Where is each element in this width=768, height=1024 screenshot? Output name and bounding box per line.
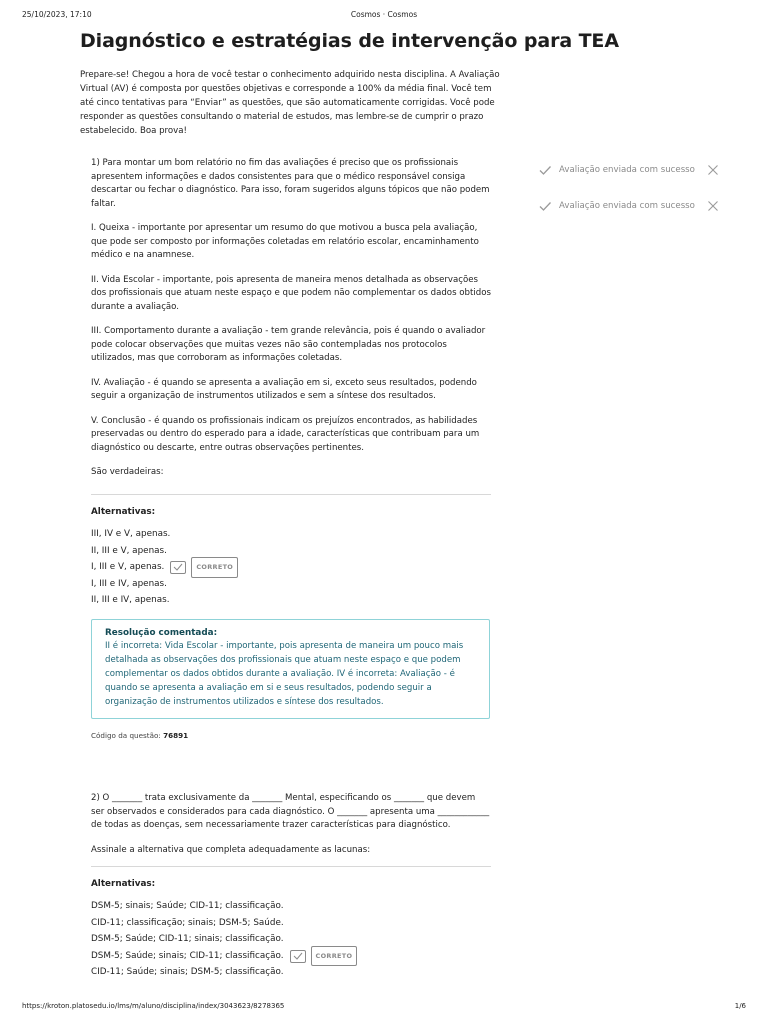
selected-check-icon <box>170 561 186 574</box>
print-page-title: Cosmos · Cosmos <box>350 10 418 19</box>
check-icon <box>538 199 552 213</box>
question-statement: 1) Para montar um bom relatório no fim das avaliações é preciso que os profissionais apresentem informações e dados consistentes para que o médico responsável consiga descartar ou fechar o diagnóstico. Para isso, foram sugeridos alguns tópicos que não podem faltar. <box>91 158 490 209</box>
correct-badge: CORRETO <box>191 557 238 578</box>
correct-badge: CORRETO <box>311 946 358 967</box>
alternative-option-selected[interactable]: DSM-5; Saúde; sinais; CID-11; classificação. CORRETO <box>91 948 491 965</box>
print-date: 25/10/2023, 17:10 <box>22 10 92 19</box>
selected-check-icon <box>290 950 306 963</box>
alternatives-label: Alternativas: <box>91 879 156 889</box>
question-statement: 2) O _______ trata exclusivamente da _______ Mental, especificando os _______ que devem ser observados e considerados para cada diagnóstico. O _______ apresenta uma ____________ de todas as doenças, sem necessariamente trazer características para diagnóstico. <box>91 793 490 830</box>
question-item: IV. Avaliação - é quando se apresenta a avaliação em si, exceto seus resultados, podendo seguir a organização de instrumentos utilizados e sem a síntese dos resultados. <box>91 377 477 401</box>
alternative-option[interactable]: CID-11; Saúde; sinais; DSM-5; classificação. <box>91 967 284 978</box>
resolution-title: Resolução comentada: <box>105 627 218 638</box>
question-1-alternatives <box>91 494 491 740</box>
print-page-number: 1/6 <box>734 1002 746 1010</box>
status-text: Avaliação enviada com sucesso <box>559 165 695 175</box>
status-message <box>538 199 738 213</box>
alternative-option[interactable]: CID-11; classificação; sinais; DSM-5; Saúde. <box>91 917 284 928</box>
divider <box>91 866 491 867</box>
alternative-option[interactable]: III, IV e V, apenas. <box>91 529 171 539</box>
question-2 <box>91 792 491 981</box>
question-1 <box>91 157 491 488</box>
alternative-option[interactable]: DSM-5; Saúde; CID-11; sinais; classificação. <box>91 934 284 945</box>
check-icon <box>538 163 552 177</box>
question-item: V. Conclusão - é quando os profissionais indicam os prejuízos encontrados, as habilidades preservadas ou dentro do esperado para a idade, características que contribuam para um diagnóstico ou descarte, entre outras observações pertinentes. <box>91 415 480 453</box>
question-item: II. Vida Escolar - importante, pois apresenta de maneira menos detalhada as observações dos profissionais que atuam neste espaço e que podem não complementar os dados obtidos durante a avaliação. <box>91 274 491 312</box>
resolution-text: II é incorreta: Vida Escolar - importante, pois apresenta de maneira um pouco mais detalhada as observações dos profissionais que atuam neste espaço e que podem complementar os dados obtidos durante a avaliação. IV é incorreta: Avaliação - é quando se apresenta a avaliação em si e seus resultados, podendo seguir a organização de instrumentos utilizados e síntese dos resultados. <box>105 640 464 707</box>
print-footer <box>22 1002 746 1012</box>
status-message <box>538 163 738 177</box>
print-url: https://kroton.platosedu.io/lms/m/aluno/disciplina/index/3043623/8278365 <box>22 1002 285 1010</box>
question-item: I. Queixa - importante por apresentar um resumo do que motivou a busca pela avaliação, que pode ser composto por informações coletadas em relatório escolar, encaminhamento médico e na anamnese. <box>91 223 479 260</box>
alternative-option-selected[interactable]: I, III e V, apenas. CORRETO <box>91 559 491 576</box>
close-icon[interactable] <box>707 200 719 212</box>
question-code <box>91 731 491 740</box>
alternative-option[interactable]: II, III e V, apenas. <box>91 545 167 556</box>
divider <box>91 494 491 495</box>
alternatives-label: Alternativas: <box>91 507 156 517</box>
page-title: Diagnóstico e estratégias de intervenção para TEA <box>80 30 619 52</box>
intro-text: Prepare-se! Chegou a hora de você testar o conhecimento adquirido nesta disciplina. A Avaliação Virtual (AV) é composta por questões objetivas e corresponde a 100% da média final. Você tem até cinco tentativas para “Enviar” as questões, que são automaticamente corrigidas. Você pode responder as questões consultando o material de estudos, mas lembre-se de cumprir o prazo estabelecido. Boa prova! <box>80 70 500 136</box>
print-header <box>22 10 746 22</box>
alternative-option[interactable]: I, III e IV, apenas. <box>91 578 167 589</box>
question-code-value: 76891 <box>163 730 189 740</box>
question-code-label: Código da questão: <box>91 730 161 740</box>
close-icon[interactable] <box>707 164 719 176</box>
alternative-option[interactable]: II, III e IV, apenas. <box>91 595 170 606</box>
resolution-box <box>91 619 490 719</box>
question-prompt: São verdadeiras: <box>91 467 164 477</box>
question-item: III. Comportamento durante a avaliação - tem grande relevância, pois é quando o avaliador pode colocar observações que muitas vezes não são contempladas nos protocolos utilizados, mas que corroboram as informações coletadas. <box>91 326 486 363</box>
question-prompt: Assinale a alternativa que completa adequadamente as lacunas: <box>91 844 371 855</box>
status-text: Avaliação enviada com sucesso <box>559 201 695 211</box>
alternative-option[interactable]: DSM-5; sinais; Saúde; CID-11; classificação. <box>91 901 284 911</box>
